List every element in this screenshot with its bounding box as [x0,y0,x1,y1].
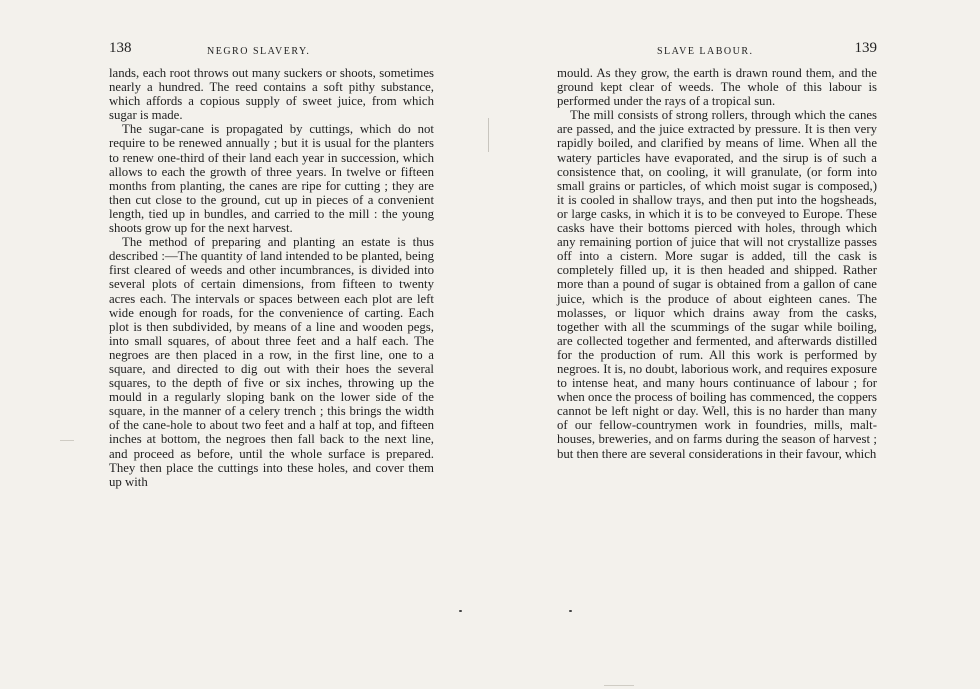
scan-mark [60,440,74,441]
left-page-body [109,66,434,489]
paragraph: The mill consists of strong rollers, through which the canes are passed, and the juice extracted by pressure. It is then very rapidly boiled, and clarified by means of lime. When all the watery particles have evaporated, and the sirup is of such a consistence that, on cooling, it will granulate, (or form into small grains or particles, of which moist sugar is composed,) it is cooled in shallow trays, and then put into the hogsheads, or large casks, in which it is to be conveyed to Europe. These casks have their bottoms pierced with holes, through which any remaining portion of juice that will not crystallize passes off into a cistern. More sugar is added, till the cask is completely filled up, it is then headed and shipped. Rather more than a pound of sugar is obtained from a gallon of cane juice, which is the produce of about eighteen canes. The molasses, or liquor which drains away from the casks, together with all the scummings of the sugar while boiling, are collected together and fermented, and afterwards distilled for the production of rum. All this work is performed by negroes. It is, no doubt, laborious work, and requires exposure to intense heat, and many hours continuance of labour ; for when once the process of boiling has commenced, the coppers cannot be left night or day. Well, this is no harder than many of our fellow-countrymen work in foundries, mills, malt-houses, breweries, and on farms during the season of harvest ; but then there are several considerations in their favour, which [557,108,877,461]
paragraph: mould. As they grow, the earth is drawn round them, and the ground kept clear of weeds. The whole of this labour is performed under the rays of a tropical sun. [557,66,877,109]
paragraph: The method of preparing and planting an estate is thus described :—The quantity of land intended to be planted, being first cleared of weeds and other incumbrances, is divided into several plots of certain dimensions, from fifteen to twenty acres each. The intervals or spaces between each plot are left wide enough for roads, for the convenience of carting. Each plot is then subdivided, by means of a line and wooden pegs, into small squares, of about three feet and a half each. The negroes are then placed in a row, in the first line, one to a square, and directed to dig out with their hoes the several squares, to the depth of five or six inches, throwing up the mould in a regularly sloping bank on the lower side of the square, in the manner of a celery trench ; this brings the width of the cane-hole to about two feet and a half at top, and fifteen inches at bottom, the negroes then fall back to the next line, and proceed as before, until the whole surface is prepared. They then place the cuttings into these holes, and cover them up with [109,235,434,489]
right-page-body [557,66,877,461]
right-running-head: SLAVE LABOUR. [657,46,754,57]
gutter-mark [488,118,493,152]
scan-mark [604,685,634,686]
left-page-number: 138 [109,40,132,56]
right-page-header [557,40,877,64]
right-page [557,40,877,461]
left-page-header [109,40,434,64]
speck [459,610,462,612]
left-page [109,40,434,489]
left-running-head: NEGRO SLAVERY. [207,46,311,57]
right-page-number: 139 [854,40,877,56]
speck [569,610,572,612]
paragraph: The sugar-cane is propagated by cuttings, which do not require to be renewed annually ; but it is usual for the planters to renew one-third of their land each year in succession, which allows to each the growth of three years. In twelve or fifteen months from planting, the canes are ripe for cutting ; they are then cut close to the ground, cut up in pieces of a convenient length, tied up in bundles, and carried to the mill : the young shoots grow up for the next harvest. [109,122,434,236]
paragraph: lands, each root throws out many suckers or shoots, sometimes nearly a hundred. The reed contains a soft pithy substance, which affords a copious supply of sweet juice, from which sugar is made. [109,66,434,123]
